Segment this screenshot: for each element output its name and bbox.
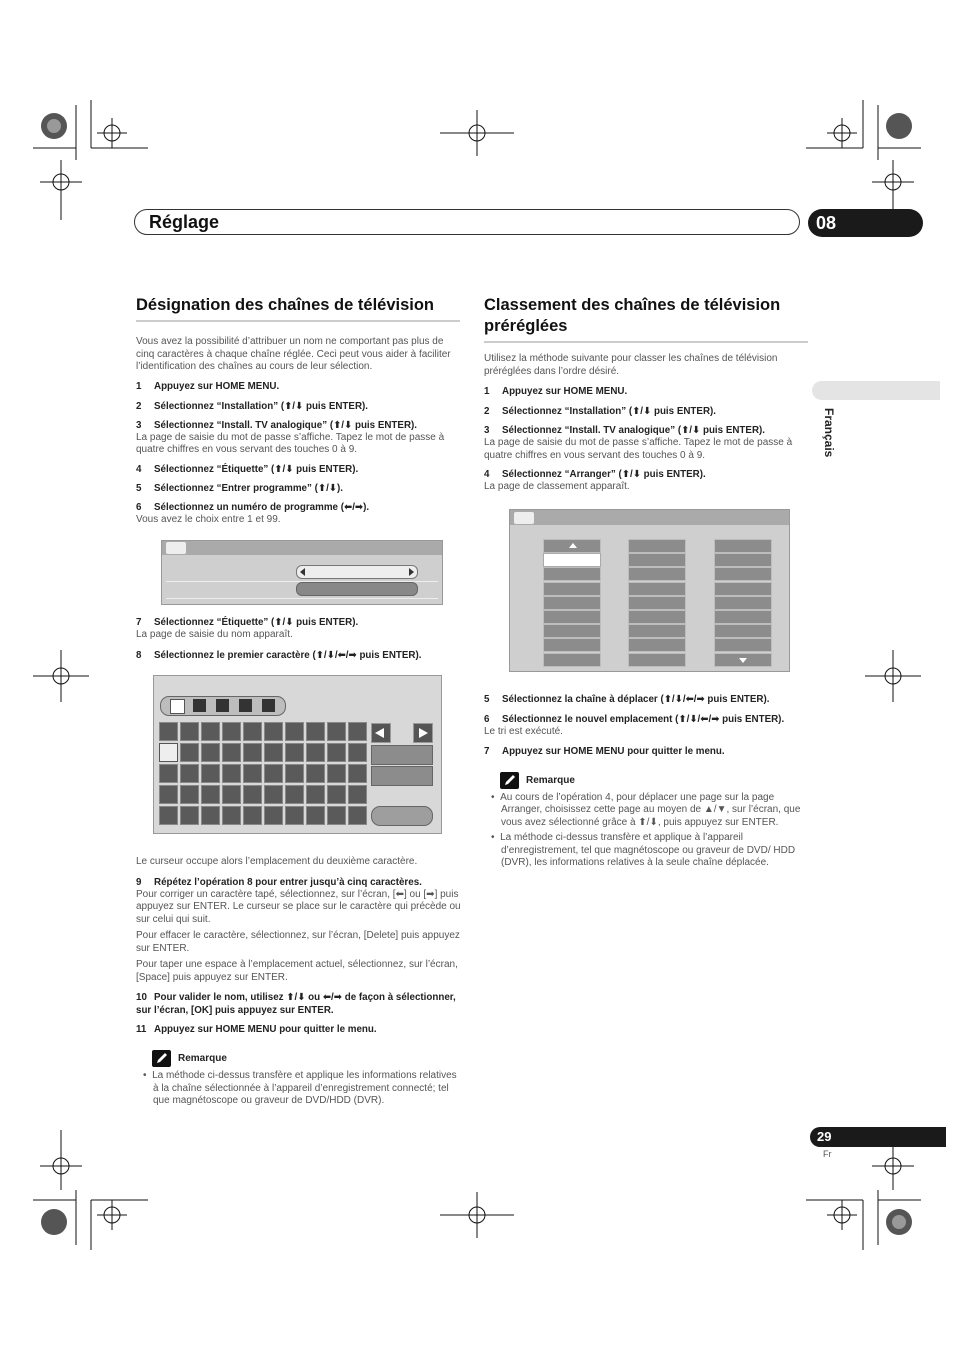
- character-key[interactable]: [159, 743, 178, 762]
- section-heading-right: Classement des chaînes de télévision préréglées: [484, 296, 781, 335]
- screen-header: [162, 541, 442, 555]
- character-key[interactable]: [201, 806, 220, 825]
- cursor-right-button[interactable]: [413, 723, 433, 743]
- character-key[interactable]: [348, 743, 367, 762]
- channel-slot[interactable]: [543, 610, 601, 624]
- channel-slot[interactable]: [543, 624, 601, 638]
- language-label: Français: [822, 408, 836, 458]
- step: 2 Sélectionnez “Installation” (⬆/⬇ puis ENTER).: [484, 406, 717, 417]
- cursor-note: Le curseur occupe alors l’emplacement du deuxième caractère.: [136, 856, 418, 867]
- program-selector[interactable]: [296, 565, 418, 579]
- channel-slot[interactable]: [714, 539, 772, 553]
- character-key[interactable]: [264, 785, 283, 804]
- character-key[interactable]: [348, 764, 367, 783]
- character-key[interactable]: [243, 743, 262, 762]
- channel-slot[interactable]: [714, 610, 772, 624]
- channel-slot[interactable]: [628, 624, 686, 638]
- steps-1-6: [136, 381, 460, 527]
- channel-slot[interactable]: [628, 638, 686, 652]
- char-slot: [216, 699, 229, 712]
- step-note: La page de saisie du mot de passe s’affiche. Tapez le mot de passe à quatre chiffres en vous servant des touches 0 à 9.: [484, 437, 793, 461]
- section-heading-left: Désignation des chaînes de télévision: [136, 296, 435, 314]
- character-key[interactable]: [201, 743, 220, 762]
- right-column: [484, 295, 808, 494]
- step: 5 Sélectionnez la chaîne à déplacer (⬆/⬇/⬅/➡ puis ENTER).: [484, 694, 770, 705]
- name-entry-field[interactable]: [160, 696, 286, 716]
- page-number: 29: [817, 1129, 832, 1144]
- left-column-steps-7-8: [136, 617, 460, 662]
- arrow-left-icon[interactable]: [300, 568, 305, 576]
- arrow-left-icon: [375, 728, 384, 738]
- character-key[interactable]: [159, 722, 178, 741]
- channel-slot[interactable]: [628, 539, 686, 553]
- character-key[interactable]: [222, 764, 241, 783]
- step-note: Le tri est exécuté.: [484, 726, 563, 737]
- character-key[interactable]: [159, 764, 178, 783]
- channel-slot[interactable]: [714, 582, 772, 596]
- step-note: La page de saisie du mot de passe s’affiche. Tapez le mot de passe à quatre chiffres en vous servant des touches 0 à 9.: [136, 431, 445, 455]
- step: 1 Appuyez sur HOME MENU.: [484, 386, 628, 397]
- heading-rule: [484, 341, 808, 343]
- character-key[interactable]: [243, 722, 262, 741]
- character-key[interactable]: [264, 722, 283, 741]
- step: 8 Sélectionnez le premier caractère (⬆/⬇/⬅/➡ puis ENTER).: [136, 649, 422, 661]
- character-key[interactable]: [159, 785, 178, 804]
- row-divider: [166, 598, 438, 599]
- note-block: [500, 772, 808, 789]
- step: 7 Appuyez sur HOME MENU pour quitter le menu.: [484, 745, 725, 757]
- character-key[interactable]: [180, 785, 199, 804]
- char-slot: [239, 699, 252, 712]
- channel-slot[interactable]: [714, 596, 772, 610]
- space-button[interactable]: [371, 766, 433, 786]
- step-note: Pour effacer le caractère, sélectionnez, sur l’écran, [Delete] puis appuyez sur ENTER.: [136, 930, 460, 954]
- arrow-right-icon: [419, 728, 428, 738]
- intro-text: Vous avez la possibilité d’attribuer un nom ne comportant pas plus de cinq caractères à chaque chaîne réglée. Ceci peut vous aider à faciliter l’identification des chaînes au cours de leur sélection.: [136, 336, 451, 372]
- ok-button[interactable]: [371, 806, 433, 826]
- step-note: Vous avez le choix entre 1 et 99.: [136, 513, 281, 525]
- channel-slot[interactable]: [714, 638, 772, 652]
- character-key[interactable]: [264, 806, 283, 825]
- character-key[interactable]: [327, 806, 346, 825]
- character-key[interactable]: [348, 806, 367, 825]
- channel-slot[interactable]: [543, 638, 601, 652]
- label-field[interactable]: [296, 582, 418, 596]
- character-key[interactable]: [285, 743, 304, 762]
- character-key[interactable]: [327, 764, 346, 783]
- character-key[interactable]: [180, 722, 199, 741]
- keyboard-screen: [153, 675, 442, 834]
- step-note: Pour taper une espace à l’emplacement actuel, sélectionnez, sur l’écran, [Space] puis appuyez sur ENTER.: [136, 959, 458, 983]
- menu-icon: [514, 512, 534, 524]
- delete-button[interactable]: [371, 745, 433, 765]
- channel-slot[interactable]: [628, 567, 686, 581]
- step: 1 Appuyez sur HOME MENU.: [136, 380, 280, 392]
- character-key[interactable]: [285, 806, 304, 825]
- character-key[interactable]: [306, 764, 325, 783]
- note-bullet: • La méthode ci-dessus transfère et applique à l’appareil d’enregistrement, tel que magnétoscope ou graveur de DVD/ HDD (DVR), les informations relatives à la seule chaîne déplacée.: [491, 832, 796, 868]
- character-key[interactable]: [264, 764, 283, 783]
- character-key[interactable]: [201, 722, 220, 741]
- character-key[interactable]: [327, 722, 346, 741]
- note-title: Remarque: [526, 774, 575, 786]
- cursor-left-button[interactable]: [371, 723, 391, 743]
- step-note: La page de saisie du nom apparaît.: [136, 629, 293, 640]
- page-language: Fr: [823, 1149, 832, 1159]
- character-key[interactable]: [243, 806, 262, 825]
- character-key[interactable]: [159, 806, 178, 825]
- right-column-lower: [484, 694, 808, 870]
- character-key[interactable]: [201, 785, 220, 804]
- channel-slot[interactable]: [628, 553, 686, 567]
- channel-slot[interactable]: [714, 624, 772, 638]
- step: 2 Sélectionnez “Installation” (⬆/⬇ puis ENTER).: [136, 400, 369, 412]
- step: 3 Sélectionnez “Install. TV analogique” (⬆/⬇ puis ENTER).: [484, 425, 766, 436]
- channel-slot[interactable]: [628, 582, 686, 596]
- pencil-icon: [500, 772, 519, 789]
- menu-icon: [166, 542, 186, 554]
- chapter-title: Réglage: [149, 212, 220, 232]
- channel-slot[interactable]: [628, 610, 686, 624]
- step-note: La page de classement apparaît.: [484, 481, 630, 492]
- step: 11 Appuyez sur HOME MENU pour quitter le menu.: [136, 1024, 377, 1035]
- character-key[interactable]: [264, 743, 283, 762]
- character-key[interactable]: [243, 785, 262, 804]
- character-key[interactable]: [180, 743, 199, 762]
- character-key[interactable]: [306, 806, 325, 825]
- intro-text: Utilisez la méthode suivante pour classer les chaînes de télévision préréglées dans l’ordre désiré.: [484, 353, 778, 377]
- left-column: [136, 295, 460, 526]
- header-bar: [134, 209, 800, 235]
- note-block: [152, 1050, 462, 1067]
- screen-header: [510, 510, 789, 525]
- character-key[interactable]: [285, 722, 304, 741]
- character-key[interactable]: [285, 785, 304, 804]
- character-key[interactable]: [243, 764, 262, 783]
- channel-slot[interactable]: [543, 653, 601, 667]
- page-up-icon[interactable]: [569, 543, 577, 548]
- language-tab: [812, 381, 940, 400]
- step: 5 Sélectionnez “Entrer programme” (⬆/⬇).: [136, 482, 343, 494]
- char-slot: [262, 699, 275, 712]
- step: 6 Sélectionnez le nouvel emplacement (⬆/⬇/⬅/➡ puis ENTER).: [484, 714, 785, 725]
- character-key[interactable]: [222, 806, 241, 825]
- channel-slot[interactable]: [714, 553, 772, 567]
- steps-1-4: [484, 386, 808, 494]
- character-key[interactable]: [201, 764, 220, 783]
- pencil-icon: [152, 1050, 171, 1067]
- channel-slot[interactable]: [543, 567, 601, 581]
- arrow-right-icon[interactable]: [409, 568, 414, 576]
- channel-slot[interactable]: [543, 553, 601, 567]
- char-slot: [170, 699, 185, 714]
- channel-slot[interactable]: [628, 653, 686, 667]
- character-key[interactable]: [222, 743, 241, 762]
- label-screen: [161, 540, 443, 605]
- note-title: Remarque: [178, 1053, 227, 1064]
- note-bullet: • Au cours de l’opération 4, pour déplacer une page sur la page Arranger, choisissez cette page au moyen de ▲/▼, sur l’écran, que vous avez sélectionné grâce à ⬆/⬇, puis appuyez sur ENTER.: [491, 791, 801, 828]
- left-column-lower: [136, 856, 462, 1108]
- step: 4 Sélectionnez “Étiquette” (⬆/⬇ puis ENTER).: [136, 463, 359, 475]
- channel-slot[interactable]: [543, 596, 601, 610]
- heading-rule: [136, 320, 460, 322]
- step: 10 Pour valider le nom, utilisez ⬆/⬇ ou ⬅/➡ de façon à sélectionner, sur l’écran, [OK] puis appuyez sur ENTER.: [136, 992, 456, 1016]
- character-key[interactable]: [180, 806, 199, 825]
- step: 4 Sélectionnez “Arranger” (⬆/⬇ puis ENTER).: [484, 469, 706, 480]
- note-bullet: • La méthode ci-dessus transfère et applique les informations relatives à la chaîne sélectionnée à l’appareil d’enregistrement connecté; tel que magnétoscope ou graveur de DVD/HDD (DVR).: [143, 1070, 457, 1106]
- character-key[interactable]: [348, 785, 367, 804]
- chapter-number: 08: [816, 213, 837, 233]
- character-key[interactable]: [222, 785, 241, 804]
- character-key[interactable]: [285, 764, 304, 783]
- character-key[interactable]: [306, 785, 325, 804]
- channel-slot[interactable]: [628, 596, 686, 610]
- character-key[interactable]: [327, 785, 346, 804]
- step-note: Pour corriger un caractère tapé, sélectionnez, sur l’écran, [⬅] ou [➡] puis appuyez sur ENTER. Le curseur se place sur le caractère qui précède ou sur celui qui suit.: [136, 888, 461, 925]
- char-slot: [193, 699, 206, 712]
- character-key[interactable]: [327, 743, 346, 762]
- character-key[interactable]: [222, 722, 241, 741]
- step: 9 Répétez l’opération 8 pour entrer jusqu’à cinq caractères.: [136, 876, 422, 888]
- character-key[interactable]: [306, 743, 325, 762]
- character-key[interactable]: [306, 722, 325, 741]
- step: 6 Sélectionnez un numéro de programme (⬅/➡).: [136, 501, 370, 513]
- page-down-icon[interactable]: [739, 658, 747, 663]
- character-key[interactable]: [348, 722, 367, 741]
- step: 7 Sélectionnez “Étiquette” (⬆/⬇ puis ENTER).: [136, 617, 359, 628]
- channel-slot[interactable]: [714, 567, 772, 581]
- arranger-screen: [509, 509, 790, 672]
- channel-slot[interactable]: [543, 582, 601, 596]
- step: 3 Sélectionnez “Install. TV analogique” (⬆/⬇ puis ENTER).: [136, 419, 418, 431]
- character-key[interactable]: [180, 764, 199, 783]
